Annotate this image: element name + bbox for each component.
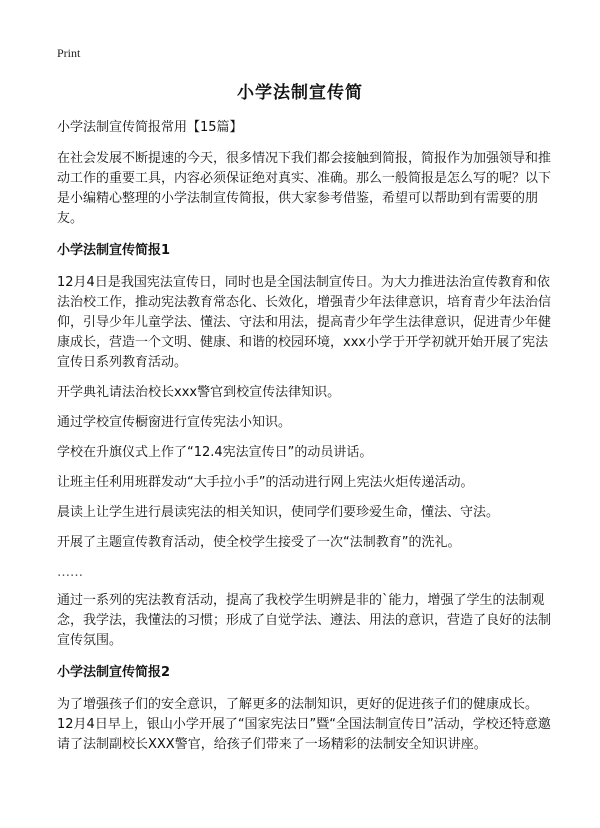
section1-conclusion: 通过一系列的宪法教育活动，提高了我校学生明辨是非的`能力，增强了学生的法制观念，我学法，我懂法的习惯；形成了自觉学法、遵法、用法的意识，营造了良好的法制宣传氛围。 (57, 593, 552, 648)
section1-paragraph: 12月4日是我国宪法宣传日，同时也是全国法制宣传日。为大力推进法治宣传教育和依法治校工作，推动宪法教育常态化、长效化，增强青少年法律意识，培育青少年法治信仰，引导少年儿童学法、懂法、守法和用法，提高青少年学生法律意识，促进青少年健康成长，营造一个文明、健康、和谐的校园环境，xxx小学于开学初就开始开展了宪法宣传日系列教育活动。 (57, 275, 552, 370)
intro-paragraph: 在社会发展不断提速的今天，很多情况下我们都会接触到简报，简报作为加强领导和推动工作的重要工具，内容必须保证绝对真实、准确。那么一般简报是怎么写的呢？以下是小编精心整理的小学法制宣传简报，供大家参考借鉴，希望可以帮助到有需要的朋友。 (57, 151, 552, 226)
section2-paragraph: 为了增强孩子们的安全意识，了解更多的法制知识，更好的促进孩子们的健康成长。12月4日早上，银山小学开展了“国家宪法日”暨“全国法制宣传日”活动，学校还特意邀请了法制副校长XXX警官，给孩子们带来了一场精彩的法制安全知识讲座。 (57, 697, 551, 752)
section-heading-1: 小学法制宣传简报1 (57, 243, 171, 258)
section-heading-2: 小学法制宣传简报2 (57, 665, 171, 680)
ellipsis: …… (57, 565, 83, 580)
document-body (57, 118, 551, 765)
section1-paragraph: 学校在升旗仪式上作了“12.4宪法宣传日”的动员讲话。 (57, 445, 373, 460)
document-subtitle: 小学法制宣传简报常用【15篇】 (57, 120, 243, 135)
section1-paragraph: 通过学校宣传橱窗进行宣传宪法小知识。 (57, 415, 292, 430)
document-title: 小学法制宣传简 (237, 83, 363, 103)
section1-paragraph: 让班主任利用班群发动“大手拉小手”的活动进行网上宪法火炬传递活动。 (57, 475, 474, 490)
section1-paragraph: 晨读上让学生进行晨读宪法的相关知识，使同学们要珍爱生命，懂法、守法。 (57, 505, 500, 520)
section1-paragraph: 开学典礼请法治校长xxx警官到校宣传法律知识。 (57, 385, 341, 400)
print-label: Print (57, 46, 81, 60)
section1-paragraph: 开展了主题宣传教育活动，使全校学生接受了一次“法制教育”的洗礼。 (57, 535, 461, 550)
